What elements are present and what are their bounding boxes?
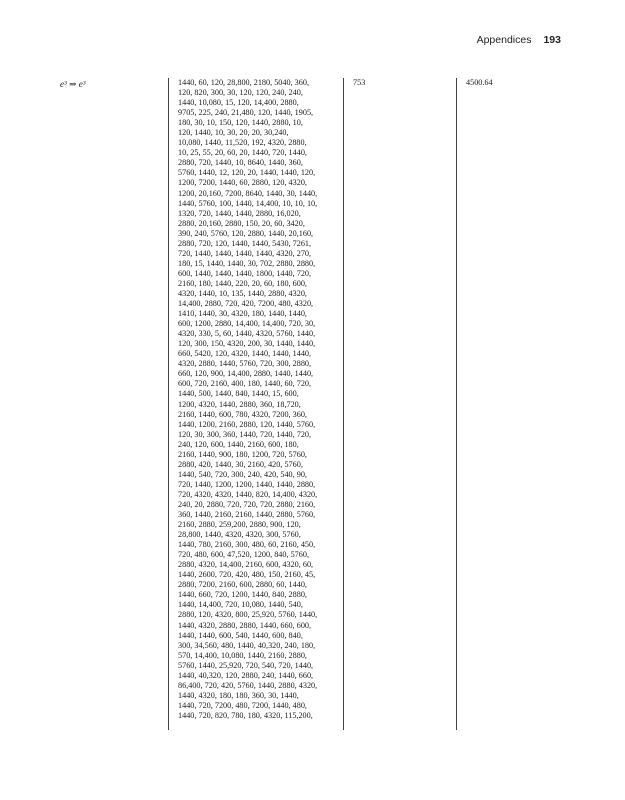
value-list-line: 240, 120, 600, 1440, 2160, 600, 180, [178,439,299,449]
value-list-line: 1320, 720, 1440, 1440, 2880, 16,020, [178,208,301,218]
value-list-line: 2880, 720, 120, 1440, 1440, 5430, 7261, [178,238,312,248]
value-list-line: 120, 820, 300, 30, 120, 120, 240, 240, [178,88,303,98]
value-list-line: 2160, 180, 1440, 220, 20, 60, 180, 600, [178,278,307,288]
value-list-line: 10,080, 1440, 11,520, 192, 4320, 2880, [178,138,307,148]
value-list-line: 2880, 720, 1440, 10, 8640, 1440, 360, [178,158,303,168]
value-list-line: 1440, 4320, 180, 180, 360, 30, 1440, [178,690,299,700]
value-list-line: 2880, 20,160, 2880, 150, 20, 60, 3420, [178,218,305,228]
value-list-line: 1440, 40,320, 120, 2880, 240, 1440, 660, [178,670,314,680]
value-list-line: 720, 1440, 1200, 1200, 1440, 1440, 2880, [178,479,316,489]
page-number: 193 [543,34,561,46]
value-list-line: 1440, 1440, 600, 540, 1440, 600, 840, [178,630,303,640]
value-list-line: 1440, 660, 720, 1200, 1440, 840, 2880, [178,590,307,600]
value-list-line: 86,400, 720, 420, 5760, 1440, 2880, 4320, [178,680,318,690]
value-list-line: 360, 1440, 2160, 2160, 1440, 2880, 5760, [178,510,316,520]
column-divider [343,78,344,730]
value-list [178,78,340,721]
time-value: 4500.64 [466,78,493,87]
value-list-line: 720, 480, 600, 47,520, 1200, 840, 5760, [178,550,309,560]
value-list-line: 240, 20, 2880, 720, 720, 720, 2880, 2160, [178,499,316,509]
value-list-line: 1200, 7200, 1440, 60, 2880, 120, 4320, [178,178,307,188]
value-list-line: 120, 1440, 10, 30, 20, 20, 30,240, [178,128,289,138]
value-list-line: 1440, 780, 2160, 300, 480, 60, 2160, 450, [178,540,316,550]
value-list-line: 1440, 500, 1440, 840, 1440, 15, 600, [178,389,299,399]
value-list-line: 2880, 7200, 2160, 600, 2880, 60, 1440, [178,580,307,590]
value-list-line: 720, 1440, 1440, 1440, 1440, 4320, 270, [178,248,312,258]
value-list-line: 600, 720, 2160, 400, 180, 1440, 60, 720, [178,379,312,389]
value-list-line: 390, 240, 5760, 120, 2880, 1440, 20,160, [178,228,314,238]
value-list-line: 1440, 2600, 720, 420, 480, 150, 2160, 45, [178,570,316,580]
value-list-line: 4320, 1440, 10, 135, 1440, 2880, 4320, [178,288,307,298]
section-title: Appendices [476,34,532,46]
value-list-line: 720, 4320, 4320, 1440, 820, 14,400, 4320, [178,489,318,499]
value-list-line: 1200, 4320, 1440, 2880, 360, 18,720, [178,399,301,409]
value-list-line: 660, 5420, 120, 4320, 1440, 1440, 1440, [178,349,312,359]
count-value: 753 [353,78,366,87]
value-list-line: 120, 30, 300, 360, 1440, 720, 1440, 720, [178,429,312,439]
value-list-line: 660, 120, 900, 14,400, 2880, 1440, 1440, [178,369,314,379]
value-list-line: 1440, 5760, 100, 1440, 14,400, 10, 10, 10, [178,198,318,208]
value-list-line: 1410, 1440, 30, 4320, 180, 1440, 1440, [178,309,307,319]
value-list-line: 120, 300, 150, 4320, 200, 30, 1440, 1440, [178,339,316,349]
value-list-line: 2880, 120, 4320, 800, 25,920, 5760, 1440, [178,610,318,620]
column-divider [456,78,457,730]
value-list-line: 4320, 330, 5, 60, 1440, 4320, 5760, 1440, [178,329,316,339]
value-list-line: 9705, 225, 240, 21,480, 120, 1440, 1905, [178,108,314,118]
value-list-line: 1440, 540, 720, 300, 240, 420, 540, 90, [178,469,307,479]
running-head [477,34,561,46]
row-label: e³ ⇒ e³ [60,79,86,89]
column-divider [168,78,169,730]
value-list-line: 5760, 1440, 25,920, 720, 540, 720, 1440, [178,660,314,670]
value-list-line: 1440, 720, 7200, 480, 7200, 1440, 480, [178,700,307,710]
value-list-line: 14,400, 2880, 720, 420, 7200, 480, 4320, [178,299,314,309]
value-list-line: 2880, 420, 1440, 30, 2160, 420, 5760, [178,459,303,469]
value-list-line: 2160, 1440, 900, 180, 1200, 720, 5760, [178,449,307,459]
value-list-line: 600, 1200, 2880, 14,400, 14,400, 720, 30, [178,319,316,329]
value-list-line: 2160, 2880, 259,200, 2880, 900, 120, [178,520,301,530]
value-list-line: 1440, 60, 120, 28,800, 2180, 5040, 360, [178,78,309,87]
value-list-line: 600, 1440, 1440, 1440, 1800, 1440, 720, [178,268,312,278]
value-list-line: 2880, 4320, 14,400, 2160, 600, 4320, 60, [178,560,314,570]
value-list-line: 300, 34,560, 480, 1440, 40,320, 240, 180, [178,640,316,650]
value-list-line: 1200, 20,160, 7200, 8640, 1440, 30, 1440, [178,188,318,198]
value-list-line: 2160, 1440, 600, 780, 4320, 7200, 360, [178,409,307,419]
value-list-line: 180, 15, 1440, 1440, 30, 702, 2880, 2880, [178,258,316,268]
value-list-line: 1440, 10,080, 15, 120, 14,400, 2880, [178,98,299,108]
value-list-line: 570, 14,400, 10,080, 1440, 2160, 2880, [178,650,307,660]
value-list-line: 4320, 2880, 1440, 5760, 720, 300, 2880, [178,359,312,369]
value-list-line: 1440, 1200, 2160, 2880, 120, 1440, 5760, [178,419,316,429]
value-list-line: 1440, 14,400, 720, 10,080, 1440, 540, [178,600,303,610]
value-list-line: 180, 30, 10, 150, 120, 1440, 2880, 10, [178,118,303,128]
value-list-line: 28,800, 1440, 4320, 4320, 300, 5760, [178,530,301,540]
value-list-line: 1440, 720, 820, 780, 180, 4320, 115,200, [178,710,313,720]
value-list-line: 1440, 4320, 2880, 2880, 1440, 660, 600, [178,620,312,630]
data-table [0,78,625,730]
value-list-line: 5760, 1440, 12, 120, 20, 1440, 1440, 120, [178,168,316,178]
value-list-line: 10, 25, 55, 20, 60, 20, 1440, 720, 1440, [178,148,307,158]
